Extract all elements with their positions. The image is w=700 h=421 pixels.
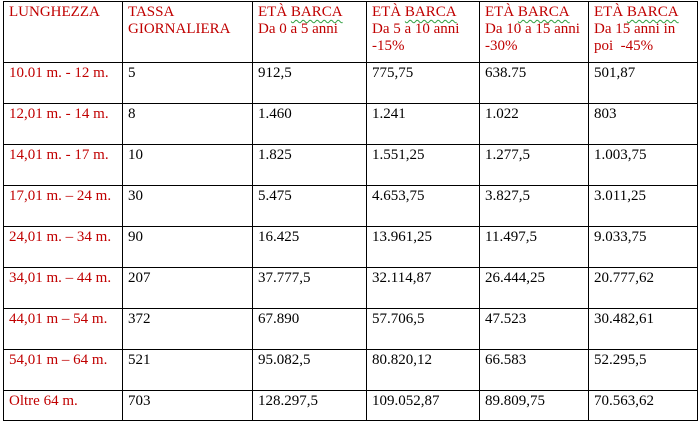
cell-age-5-10: 775,75 (367, 63, 480, 104)
header-eta-0-5 (253, 2, 367, 63)
cell-age-15-plus: 30.482,61 (589, 309, 698, 350)
cell-age-10-15: 1.022 (480, 104, 589, 145)
table-row (4, 350, 698, 391)
cell-daily-fee: 5 (123, 63, 253, 104)
cell-age-5-10: 109.052,87 (367, 391, 480, 421)
cell-length: 34,01 m. – 44 m. (4, 268, 123, 309)
cell-age-5-10: 1.241 (367, 104, 480, 145)
header-tassa-giornaliera (123, 2, 253, 63)
mooring-fee-table (3, 1, 698, 421)
cell-age-10-15: 11.497,5 (480, 227, 589, 268)
header-barca-word: BARCA (517, 4, 570, 20)
cell-age-0-5: 67.890 (253, 309, 367, 350)
table-row (4, 227, 698, 268)
table-row (4, 391, 698, 421)
cell-daily-fee: 8 (123, 104, 253, 145)
cell-age-0-5: 1.825 (253, 145, 367, 186)
cell-age-10-15: 1.277,5 (480, 145, 589, 186)
header-tassa-line2: GIORNALIERA (128, 21, 231, 37)
header-row (4, 2, 698, 63)
cell-length: 44,01 m – 54 m. (4, 309, 123, 350)
cell-length: 12,01 m. - 14 m. (4, 104, 123, 145)
table-row (4, 63, 698, 104)
table-row (4, 145, 698, 186)
cell-length: 24,01 m. – 34 m. (4, 227, 123, 268)
cell-age-10-15: 638.75 (480, 63, 589, 104)
cell-length: 14,01 m. - 17 m. (4, 145, 123, 186)
cell-daily-fee: 30 (123, 186, 253, 227)
header-eta-prefix: ETÀ (485, 4, 515, 20)
cell-age-5-10: 57.706,5 (367, 309, 480, 350)
cell-age-15-plus: 1.003,75 (589, 145, 698, 186)
cell-age-5-10: 13.961,25 (367, 227, 480, 268)
cell-length: 10.01 m. - 12 m. (4, 63, 123, 104)
cell-daily-fee: 207 (123, 268, 253, 309)
cell-age-10-15: 47.523 (480, 309, 589, 350)
header-barca-word: BARCA (290, 4, 343, 20)
header-eta-range: Da 0 a 5 anni (258, 21, 338, 37)
header-eta-range: Da 10 a 15 anni -30% (485, 21, 588, 54)
cell-age-5-10: 32.114,87 (367, 268, 480, 309)
cell-age-0-5: 128.297,5 (253, 391, 367, 421)
header-barca-word: BARCA (404, 4, 457, 20)
header-barca-word: BARCA (626, 4, 679, 20)
cell-daily-fee: 90 (123, 227, 253, 268)
header-eta-prefix: ETÀ (258, 4, 288, 20)
header-eta-range: Da 5 a 10 anni -15% (372, 21, 460, 54)
table-row (4, 104, 698, 145)
cell-age-10-15: 66.583 (480, 350, 589, 391)
cell-age-15-plus: 20.777,62 (589, 268, 698, 309)
cell-age-5-10: 1.551,25 (367, 145, 480, 186)
cell-age-15-plus: 803 (589, 104, 698, 145)
cell-age-0-5: 16.425 (253, 227, 367, 268)
cell-age-0-5: 1.460 (253, 104, 367, 145)
cell-age-10-15: 89.809,75 (480, 391, 589, 421)
header-eta-range: Da 15 anni in poi -45% (594, 21, 679, 54)
cell-age-10-15: 3.827,5 (480, 186, 589, 227)
header-lunghezza-label: LUNGHEZZA (9, 4, 100, 20)
cell-age-0-5: 5.475 (253, 186, 367, 227)
cell-length: Oltre 64 m. (4, 391, 123, 421)
cell-age-0-5: 95.082,5 (253, 350, 367, 391)
cell-daily-fee: 10 (123, 145, 253, 186)
cell-age-15-plus: 9.033,75 (589, 227, 698, 268)
header-eta-5-10 (367, 2, 480, 63)
table-row (4, 309, 698, 350)
header-eta-10-15 (480, 2, 589, 63)
cell-age-10-15: 26.444,25 (480, 268, 589, 309)
header-tassa-line1: TASSA (128, 4, 175, 20)
header-lunghezza (4, 2, 123, 63)
header-eta-prefix: ETÀ (372, 4, 402, 20)
table-row (4, 186, 698, 227)
cell-age-15-plus: 501,87 (589, 63, 698, 104)
cell-daily-fee: 521 (123, 350, 253, 391)
cell-age-5-10: 4.653,75 (367, 186, 480, 227)
cell-length: 17,01 m. – 24 m. (4, 186, 123, 227)
cell-age-5-10: 80.820,12 (367, 350, 480, 391)
table-row (4, 268, 698, 309)
header-eta-15-plus (589, 2, 698, 63)
cell-age-15-plus: 52.295,5 (589, 350, 698, 391)
cell-age-15-plus: 3.011,25 (589, 186, 698, 227)
cell-age-0-5: 912,5 (253, 63, 367, 104)
cell-daily-fee: 703 (123, 391, 253, 421)
header-eta-prefix: ETÀ (594, 4, 624, 20)
cell-age-0-5: 37.777,5 (253, 268, 367, 309)
cell-age-15-plus: 70.563,62 (589, 391, 698, 421)
cell-daily-fee: 372 (123, 309, 253, 350)
cell-length: 54,01 m – 64 m. (4, 350, 123, 391)
